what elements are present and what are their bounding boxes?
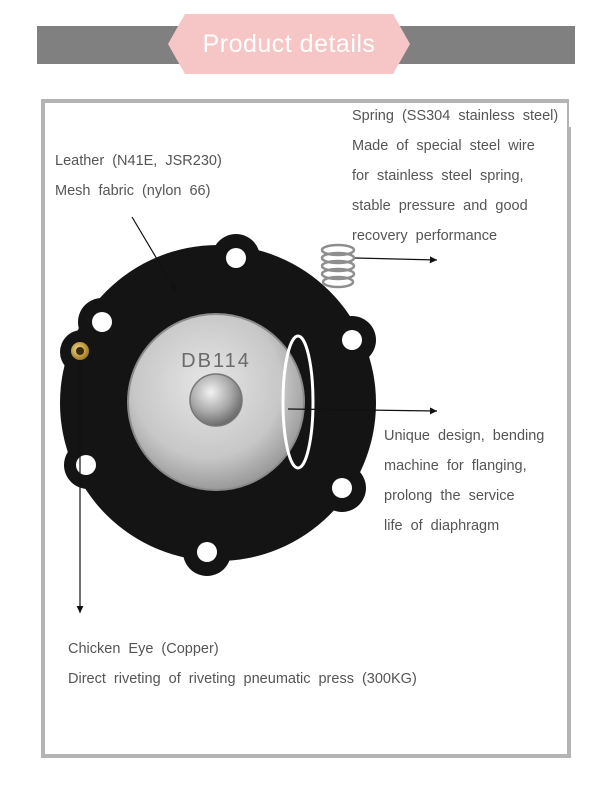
- callout-line: Mesh fabric (nylon 66): [55, 183, 211, 199]
- steel-plate: [128, 314, 304, 490]
- callout-line: recovery performance: [352, 228, 498, 244]
- callout-line: Leather (N41E, JSR230): [55, 153, 222, 169]
- callout-line: Direct riveting of riveting pneumatic press (300KG): [68, 671, 417, 687]
- callout-line: life of diaphragm: [384, 518, 500, 534]
- callout-line: Unique design, bending: [384, 428, 545, 444]
- callout-design: [384, 421, 544, 541]
- banner-title: Product details: [202, 30, 376, 58]
- copper-eyelet: [71, 342, 89, 360]
- callout-leather: [55, 146, 222, 206]
- callout-spring: [352, 101, 558, 251]
- callout-line: Spring (SS304 stainless steel): [352, 108, 559, 124]
- callout-line: for stainless steel spring,: [352, 168, 524, 184]
- spring: [322, 245, 354, 287]
- callout-line: machine for flanging,: [384, 458, 527, 474]
- callout-line: Made of special steel wire: [352, 138, 535, 154]
- frame-gap: [569, 99, 573, 127]
- callout-line: stable pressure and good: [352, 198, 528, 214]
- plate-marking: DB114: [181, 350, 251, 372]
- callout-line: Chicken Eye (Copper): [68, 641, 219, 657]
- callout-line: prolong the service: [384, 488, 515, 504]
- callout-eyelet: [68, 634, 417, 694]
